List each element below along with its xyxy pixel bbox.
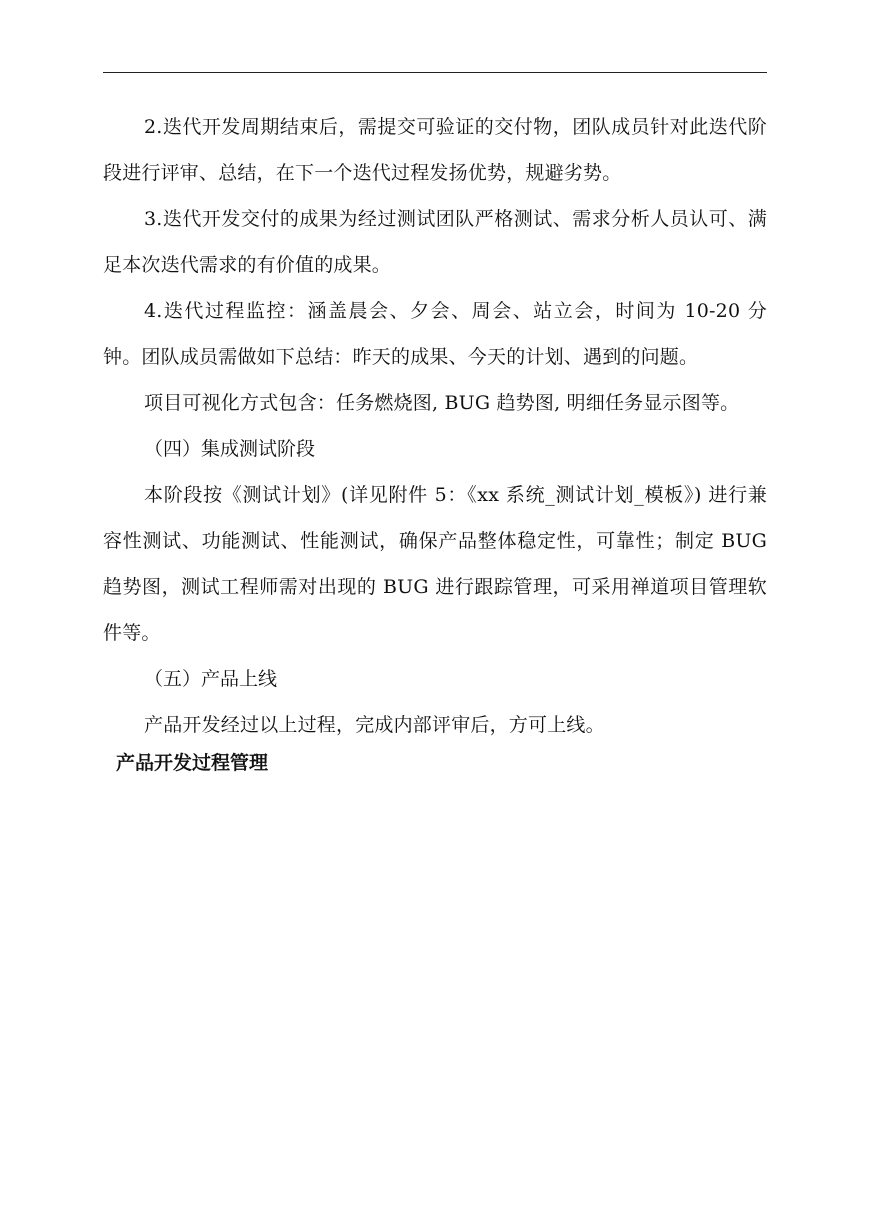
paragraph-integration-testing: 本阶段按《测试计划》(详见附件 5：《xx 系统_测试计划_模板》) 进行兼容性测试、功能测试、性能测试，确保产品整体稳定性，可靠性；制定 BUG 趋势图，测试工程师需对出现的 BUG 进行跟踪管理，可采用禅道项目管理软件等。: [103, 484, 767, 644]
header-rule: [103, 72, 767, 73]
paragraph-visualization: 项目可视化方式包含：任务燃烧图, BUG 趋势图, 明细任务显示图等。: [144, 392, 740, 414]
subheading-integration-testing: （四）集成测试阶段: [144, 438, 316, 460]
paragraph-iteration-deliverables: 3.迭代开发交付的成果为经过测试团队严格测试、需求分析人员认可、满足本次迭代需求的有价值的成果。: [103, 208, 767, 276]
section-title: 产品开发过程管理: [116, 752, 269, 774]
subheading-product-launch: （五）产品上线: [144, 668, 278, 690]
paragraph-iteration-review: 2.迭代开发周期结束后，需提交可验证的交付物，团队成员针对此迭代阶段进行评审、总结，在下一个迭代过程发扬优势，规避劣势。: [103, 116, 767, 184]
document-body: [103, 104, 767, 748]
paragraph-iteration-monitoring: 4.迭代过程监控：涵盖晨会、夕会、周会、站立会，时间为 10-20 分钟。团队成员需做如下总结：昨天的成果、今天的计划、遇到的问题。: [103, 300, 767, 368]
paragraph-product-launch: 产品开发经过以上过程，完成内部评审后，方可上线。: [144, 714, 605, 736]
